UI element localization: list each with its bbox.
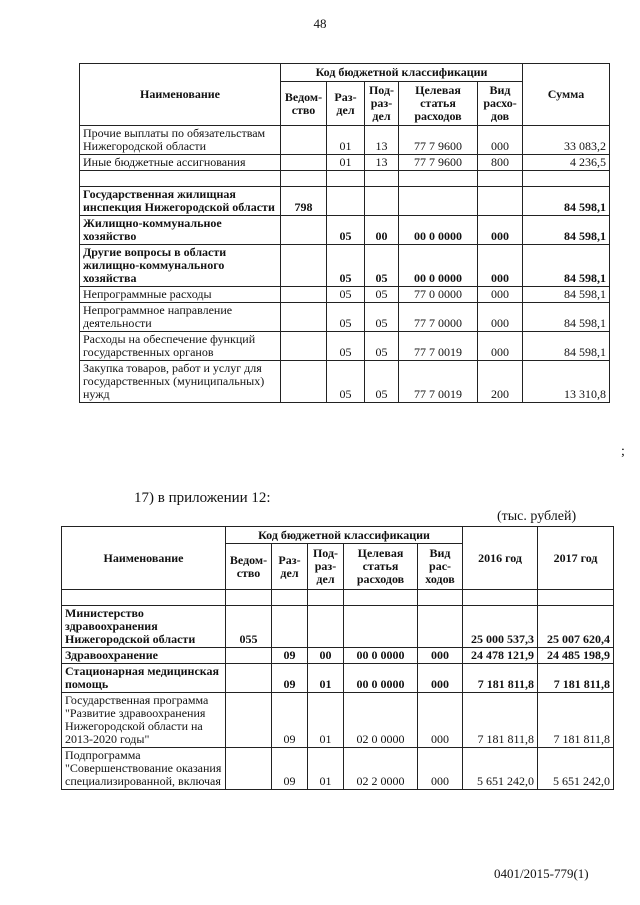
cell-2016: 24 478 121,9 [463, 648, 538, 664]
cell-celevaya: 77 7 0019 [399, 361, 478, 403]
cell-celevaya: 02 2 0000 [344, 748, 418, 790]
empty-cell [344, 590, 418, 606]
empty-cell [281, 171, 327, 187]
table-row [80, 126, 610, 155]
cell-vid: 000 [478, 287, 523, 303]
cell-razdel [272, 606, 308, 648]
cell-2016: 5 651 242,0 [463, 748, 538, 790]
header-vid: Вид рас-ходов [418, 544, 463, 590]
cell-podrazdel [308, 606, 344, 648]
cell-vid: 800 [478, 155, 523, 171]
empty-cell [463, 590, 538, 606]
cell-name: Иные бюджетные ассигнования [80, 155, 281, 171]
cell-vid: 200 [478, 361, 523, 403]
budget-table-1 [79, 63, 610, 403]
cell-razdel [327, 187, 365, 216]
cell-podrazdel: 05 [365, 287, 399, 303]
header-vedomstvo: Ведом-ство [226, 544, 272, 590]
cell-celevaya: 00 0 0000 [399, 216, 478, 245]
cell-2016: 7 181 811,8 [463, 693, 538, 748]
cell-razdel: 09 [272, 664, 308, 693]
cell-razdel: 09 [272, 648, 308, 664]
cell-name: Здравоохранение [62, 648, 226, 664]
header-celevaya: Целевая статья расходов [344, 544, 418, 590]
table-row [62, 606, 614, 648]
empty-cell [308, 590, 344, 606]
cell-vedomstvo [281, 361, 327, 403]
table-row [80, 155, 610, 171]
cell-name: Закупка товаров, работ и услуг для государственных (муниципальных) нужд [80, 361, 281, 403]
semicolon: ; [621, 444, 625, 459]
cell-razdel: 05 [327, 303, 365, 332]
cell-vid: 000 [478, 245, 523, 287]
table-row [80, 361, 610, 403]
cell-celevaya: 77 7 0019 [399, 332, 478, 361]
cell-razdel: 05 [327, 332, 365, 361]
empty-cell [365, 171, 399, 187]
empty-cell [80, 171, 281, 187]
table-row [62, 590, 614, 606]
cell-razdel: 05 [327, 245, 365, 287]
cell-name: Непрограммные расходы [80, 287, 281, 303]
cell-vedomstvo [226, 664, 272, 693]
table-1-body [80, 126, 610, 403]
table-row [62, 664, 614, 693]
cell-podrazdel: 01 [308, 693, 344, 748]
cell-name: Подпрограмма "Совершенствование оказания специализированной, включая [62, 748, 226, 790]
header-2016: 2016 год [463, 527, 538, 590]
cell-2017: 7 181 811,8 [538, 693, 614, 748]
table-row [62, 693, 614, 748]
cell-sum: 4 236,5 [523, 155, 610, 171]
cell-razdel: 05 [327, 216, 365, 245]
cell-podrazdel: 13 [365, 155, 399, 171]
header-vedomstvo: Ведом-ство [281, 82, 327, 126]
cell-vid: 000 [418, 648, 463, 664]
cell-vedomstvo [281, 303, 327, 332]
header-sum: Сумма [523, 64, 610, 126]
cell-vid: 000 [478, 126, 523, 155]
table-row [62, 648, 614, 664]
cell-razdel: 09 [272, 748, 308, 790]
header-vid: Вид расхо-дов [478, 82, 523, 126]
cell-name: Жилищно-коммунальное хозяйство [80, 216, 281, 245]
cell-sum: 84 598,1 [523, 187, 610, 216]
cell-sum: 13 310,8 [523, 361, 610, 403]
cell-name: Прочие выплаты по обязательствам Нижегородской области [80, 126, 281, 155]
header-name: Наименование [80, 64, 281, 126]
cell-vedomstvo [281, 126, 327, 155]
table-row [80, 303, 610, 332]
cell-podrazdel: 05 [365, 245, 399, 287]
cell-podrazdel: 00 [308, 648, 344, 664]
cell-vid [478, 187, 523, 216]
table-row [62, 748, 614, 790]
cell-vid: 000 [418, 693, 463, 748]
cell-2016: 25 000 537,3 [463, 606, 538, 648]
cell-razdel: 01 [327, 155, 365, 171]
header-name: Наименование [62, 527, 226, 590]
cell-vid [418, 606, 463, 648]
empty-cell [226, 590, 272, 606]
table-row [80, 171, 610, 187]
cell-vedomstvo: 055 [226, 606, 272, 648]
table-row [80, 245, 610, 287]
budget-table-2 [61, 526, 614, 790]
cell-name: Другие вопросы в области жилищно-коммунального хозяйства [80, 245, 281, 287]
cell-name: Государственная жилищная инспекция Нижегородской области [80, 187, 281, 216]
table-row [80, 187, 610, 216]
cell-vid: 000 [478, 332, 523, 361]
cell-razdel: 09 [272, 693, 308, 748]
empty-cell [523, 171, 610, 187]
cell-2017: 5 651 242,0 [538, 748, 614, 790]
table-2-body [62, 590, 614, 790]
cell-podrazdel: 05 [365, 303, 399, 332]
cell-name: Государственная программа "Развитие здравоохранения Нижегородской области на 2013-2020 годы" [62, 693, 226, 748]
cell-celevaya: 02 0 0000 [344, 693, 418, 748]
empty-cell [272, 590, 308, 606]
cell-celevaya [344, 606, 418, 648]
cell-sum: 84 598,1 [523, 287, 610, 303]
cell-celevaya: 00 0 0000 [399, 245, 478, 287]
header-razdel: Раз-дел [327, 82, 365, 126]
empty-cell [327, 171, 365, 187]
table-row [80, 332, 610, 361]
cell-2016: 7 181 811,8 [463, 664, 538, 693]
cell-vid: 000 [478, 303, 523, 332]
cell-vedomstvo [226, 693, 272, 748]
header-2017: 2017 год [538, 527, 614, 590]
cell-celevaya [399, 187, 478, 216]
cell-podrazdel: 05 [365, 361, 399, 403]
cell-vedomstvo [281, 332, 327, 361]
cell-sum: 84 598,1 [523, 216, 610, 245]
cell-vid: 000 [478, 216, 523, 245]
header-code-group: Код бюджетной классификации [281, 64, 523, 82]
cell-name: Стационарная медицинская помощь [62, 664, 226, 693]
cell-vedomstvo: 798 [281, 187, 327, 216]
cell-vedomstvo [281, 287, 327, 303]
cell-razdel: 05 [327, 361, 365, 403]
cell-vid: 000 [418, 664, 463, 693]
section-intro: 17) в приложении 12: [134, 490, 271, 506]
header-code-group: Код бюджетной классификации [226, 527, 463, 544]
cell-celevaya: 00 0 0000 [344, 648, 418, 664]
cell-podrazdel: 05 [365, 332, 399, 361]
header-podrazdel: Под-раз-дел [365, 82, 399, 126]
document-code: 0401/2015-779(1) [494, 866, 589, 881]
cell-vedomstvo [281, 245, 327, 287]
cell-2017: 7 181 811,8 [538, 664, 614, 693]
cell-sum: 33 083,2 [523, 126, 610, 155]
cell-sum: 84 598,1 [523, 245, 610, 287]
cell-sum: 84 598,1 [523, 303, 610, 332]
cell-celevaya: 77 7 0000 [399, 303, 478, 332]
empty-cell [478, 171, 523, 187]
cell-celevaya: 77 7 9600 [399, 155, 478, 171]
table-row [80, 287, 610, 303]
units-label: (тыс. рублей) [497, 509, 577, 524]
cell-2017: 24 485 198,9 [538, 648, 614, 664]
cell-vedomstvo [281, 155, 327, 171]
empty-cell [62, 590, 226, 606]
header-celevaya: Целевая статья расходов [399, 82, 478, 126]
empty-cell [399, 171, 478, 187]
cell-podrazdel: 01 [308, 748, 344, 790]
header-podrazdel: Под-раз-дел [308, 544, 344, 590]
cell-name: Министерство здравоохранения Нижегородской области [62, 606, 226, 648]
empty-cell [418, 590, 463, 606]
cell-vedomstvo [226, 748, 272, 790]
header-razdel: Раз-дел [272, 544, 308, 590]
empty-cell [538, 590, 614, 606]
cell-name: Непрограммное направление деятельности [80, 303, 281, 332]
cell-name: Расходы на обеспечение функций государственных органов [80, 332, 281, 361]
cell-podrazdel [365, 187, 399, 216]
cell-vedomstvo [226, 648, 272, 664]
cell-2017: 25 007 620,4 [538, 606, 614, 648]
cell-razdel: 05 [327, 287, 365, 303]
cell-podrazdel: 01 [308, 664, 344, 693]
cell-vid: 000 [418, 748, 463, 790]
cell-celevaya: 77 7 9600 [399, 126, 478, 155]
cell-podrazdel: 13 [365, 126, 399, 155]
cell-vedomstvo [281, 216, 327, 245]
page-number: 48 [313, 16, 327, 31]
cell-celevaya: 77 0 0000 [399, 287, 478, 303]
cell-razdel: 01 [327, 126, 365, 155]
cell-sum: 84 598,1 [523, 332, 610, 361]
cell-podrazdel: 00 [365, 216, 399, 245]
table-row [80, 216, 610, 245]
cell-celevaya: 00 0 0000 [344, 664, 418, 693]
